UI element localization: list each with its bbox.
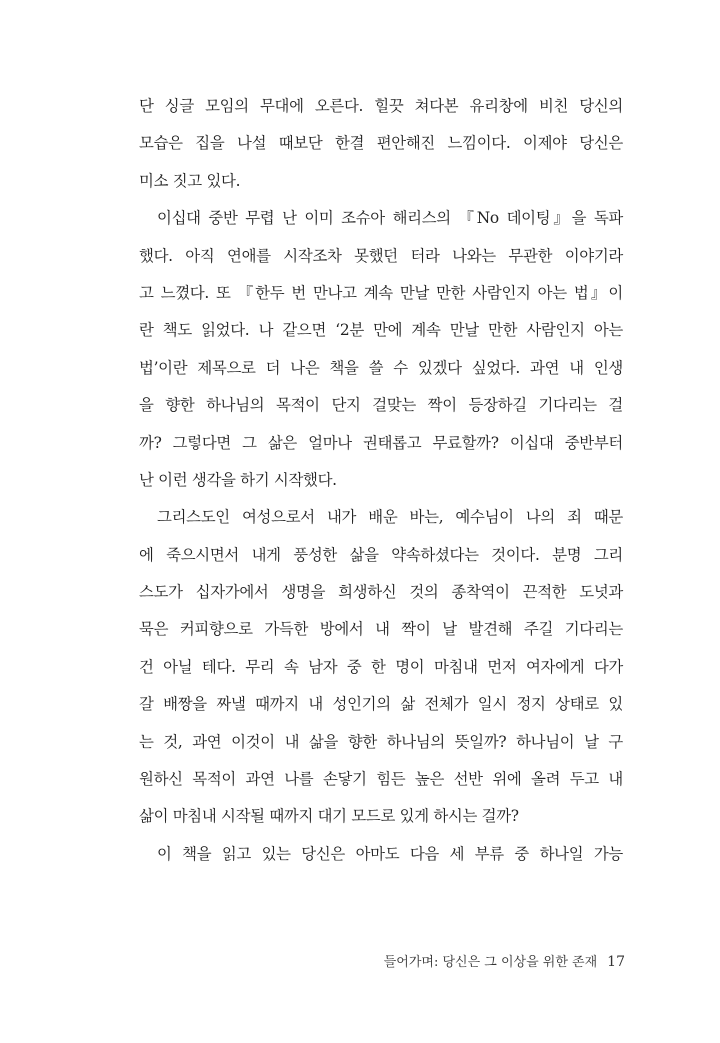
text-line: 고 느꼈다. 또 『한두 번 만나고 계속 만날 만한 사람인지 아는 법』이 [139, 283, 623, 302]
text-line: 을 향한 하나님의 목적이 단지 걸맞는 짝이 등장하길 기다리는 걸 [139, 396, 623, 415]
text-line: 까? 그렇다면 그 삶은 얼마나 권태롭고 무료할까? 이십대 중반부터 [139, 433, 623, 452]
text-line: 갈 배짱을 짜낼 때까지 내 성인기의 삶 전체가 일시 정지 상태로 있 [139, 695, 623, 714]
page-footer [384, 952, 625, 973]
text-line: 이 책을 읽고 있는 당신은 아마도 다음 세 부류 중 하나일 가능 [157, 844, 623, 863]
text-line: 에 죽으시면서 내게 풍성한 삶을 약속하셨다는 것이다. 분명 그리 [139, 545, 623, 564]
text-line: 모습은 집을 나설 때보단 한결 편안해진 느낌이다. 이제야 당신은 [139, 134, 623, 153]
page-number: 17 [607, 954, 625, 970]
text-line: 법’이란 제목으로 더 나은 책을 쓸 수 있겠다 싶었다. 과연 내 인생 [139, 358, 623, 377]
text-line: 이십대 중반 무렵 난 이미 조슈아 해리스의 『No 데이팅』을 독파 [157, 209, 623, 228]
text-line: 는 것, 과연 이것이 내 삶을 향한 하나님의 뜻일까? 하나님이 날 구 [139, 732, 623, 751]
text-line: 미소 짓고 있다. [139, 171, 241, 190]
text-line: 했다. 아직 연애를 시작조차 못했던 터라 나와는 무관한 이야기라 [139, 246, 623, 265]
text-line: 란 책도 읽었다. 나 같으면 ‘2분 만에 계속 만날 만한 사람인지 아는 [139, 321, 623, 340]
body-text [139, 88, 623, 873]
text-line: 묵은 커피향으로 가득한 방에서 내 짝이 날 발견해 주길 기다리는 [139, 620, 623, 639]
text-line: 그리스도인 여성으로서 내가 배운 바는, 예수님이 나의 죄 때문 [157, 508, 623, 527]
running-head: 들어가며: 당신은 그 이상을 위한 존재 [383, 955, 598, 970]
text-line: 스도가 십자가에서 생명을 희생하신 것의 종착역이 끈적한 도넛과 [139, 583, 623, 602]
text-line: 삶이 마침내 시작될 때까지 대기 모드로 있게 하시는 걸까? [139, 807, 519, 826]
text-line: 원하신 목적이 과연 나를 손닿기 힘든 높은 선반 위에 올려 두고 내 [139, 770, 623, 789]
text-line: 난 이런 생각을 하기 시작했다. [139, 470, 337, 489]
text-line: 단 싱글 모임의 무대에 오른다. 힐끗 쳐다본 유리창에 비친 당신의 [139, 97, 623, 115]
text-line: 건 아닐 테다. 무리 속 남자 중 한 명이 마침내 먼저 여자에게 다가 [139, 657, 623, 676]
